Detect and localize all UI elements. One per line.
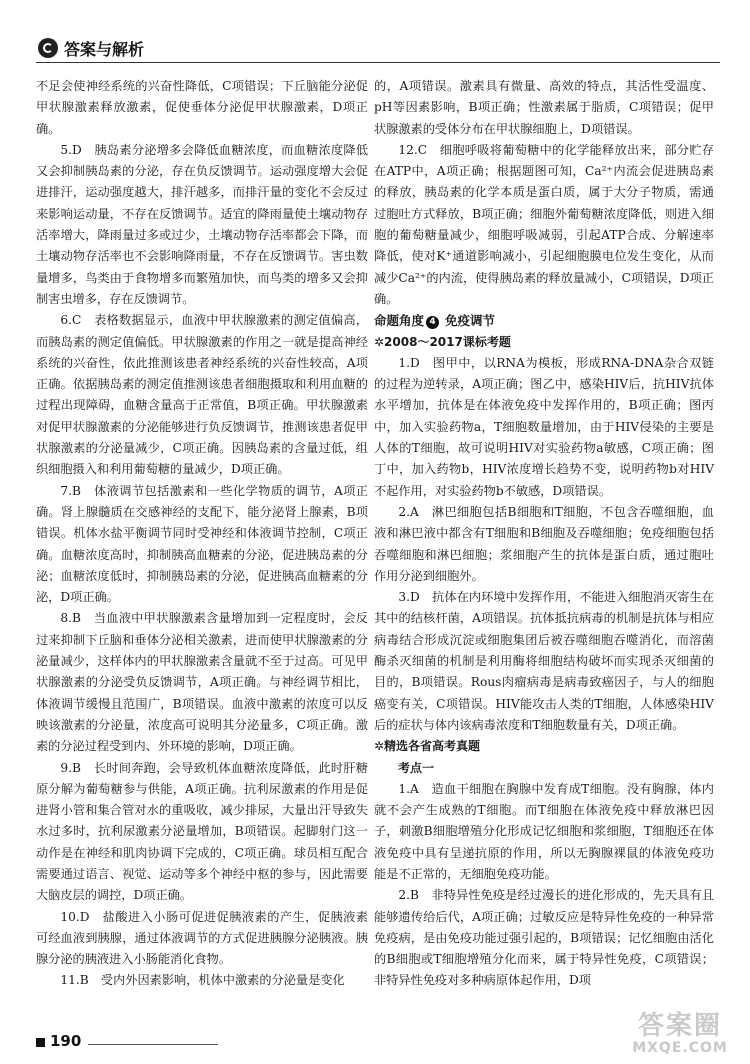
watermark-logo <box>620 1012 740 1060</box>
answer-item: 1.A 造血干细胞在胸腺中发育成T细胞。没有胸腺，体内就不会产生成熟的T细胞。而T细胞在体液免疫中释放淋巴因子，刺激B细胞增殖分化形成记忆细胞和浆细胞，T细胞还在体液免疫中具有呈递抗原的作用，所以无胸腺裸鼠的体液免疫功能是不正常的，无细胞免疫功能。 <box>374 781 714 881</box>
kaodian-heading: 考点一 <box>398 760 435 775</box>
header-title: 答案与解析 <box>64 40 145 59</box>
paragraph: 的，A项错误。激素具有微量、高效的特点，其活性受温度、pH等因素影响，B项正确；性激素属于脂质，C项错误；促甲状腺激素的受体分布在甲状腺细胞上，D项错误。 <box>374 79 714 136</box>
book-logo-icon <box>38 38 58 58</box>
answer-item: 5.D 胰岛素分泌增多会降低血糖浓度，而血糖浓度降低又会抑制胰岛素的分泌，存在负反馈调节。运动强度增大会促进排汗，运动强度越大，排汗越多，而排汗量的变化不会反过来影响运动量，不存在反馈调节。适宜的降雨量使土壤动物存活率增大，降雨量过多或过少，土壤动物存活率都会下降，而土壤动物存活率也不会影响降雨量，不存在反馈调节。害虫数量增多，鸟类由于食物增多而繁殖加快，而鸟类的增多又会抑制害虫增多，存在反馈调节。 <box>36 142 368 306</box>
watermark-text: 答案圈 <box>637 1011 722 1041</box>
sub-heading: ✲2008～2017课标考题 <box>374 334 511 349</box>
answer-item: 11.B 受内外因素影响，机体中激素的分泌量是变化 <box>60 973 345 988</box>
page-number: 190 <box>50 1032 82 1050</box>
answer-item: 6.C 表格数据显示，血液中甲状腺激素的测定值偏高，而胰岛素的测定值偏低。甲状腺激素的作用之一就是提高神经系统的兴奋性，依此推测该患者神经系统的兴奋性较高，A项正确。依据胰岛素的测定值推测该患者细胞摄取和利用血糖的过程出现障碍，血糖含量高于正常值，B项正确。甲状腺激素对促甲状腺激素的分泌能够进行负反馈调节，推测该患者促甲状腺激素的分泌量减少，C项正确。因胰岛素的含量过低，组织细胞摄入和利用葡萄糖的量减少，D项正确。 <box>36 313 368 477</box>
section-label: 命题角度 <box>374 313 425 329</box>
answer-item: 10.D 盐酸进入小肠可促进促胰液素的产生，促胰液素可经血液到胰腺，通过体液调节的方式促进胰腺分泌胰液。胰腺分泌的胰液进入小肠能消化食物。 <box>36 909 368 967</box>
answer-item: 12.C 细胞呼吸将葡萄糖中的化学能释放出来，部分贮存在ATP中，A项正确；根据题图可知，Ca²⁺内流会促进胰岛素的释放，胰岛素的化学本质是蛋白质，属于大分子物质，需通过胞吐方式释放，B项正确；细胞外葡萄糖浓度降低，则进入细胞的葡萄糖量减少，细胞呼吸减弱，引起ATP合成、分解速率降低，使对K⁺通道影响减小，引起细胞膜电位发生变化，从而减少Ca²⁺的内流，使得胰岛素的释放量减小，C项错误，D项正确。 <box>374 142 714 306</box>
footer-rule <box>88 1044 218 1045</box>
paragraph: 不足会使神经系统的兴奋性降低，C项错误；下丘脑能分泌促甲状腺激素释放激素，促使垂体分泌促甲状腺激素，D项正确。 <box>36 79 368 136</box>
sub-heading: ✲精选各省高考真题 <box>374 739 481 754</box>
header-divider <box>36 62 720 63</box>
section-title: 免疫调节 <box>445 313 496 329</box>
left-column <box>36 76 368 992</box>
square-bullet-icon <box>36 1038 45 1047</box>
answer-item: 9.B 长时间奔跑，会导致机体血糖浓度降低，此时肝糖原分解为葡萄糖参与供能，A项正确。抗利尿激素的作用是促进肾小管和集合管对水的重吸收，减少排尿，大量出汗导致失水过多时，抗利尿激素分泌量增加，B项错误。起脚射门这一动作是在神经和肌肉协调下完成的，C项正确。球员相互配合需要通过语言、视觉、运动等多个神经中枢的参与，因此需要大脑皮层的调控，D项正确。 <box>36 760 368 903</box>
answer-item: 7.B 体液调节包括激素和一些化学物质的调节，A项正确。肾上腺髓质在交感神经的支配下，能分泌肾上腺素，B项错误。机体水盐平衡调节同时受神经和体液调节控制，C项正确。血糖浓度高时，抑制胰高血糖素的分泌，促进胰岛素的分泌；血糖浓度低时，抑制胰岛素的分泌，促进胰高血糖素的分泌，D项正确。 <box>36 483 368 605</box>
answer-item: 8.B 当血液中甲状腺激素含量增加到一定程度时，会反过来抑制下丘脑和垂体分泌相关激素，进而使甲状腺激素的分泌量减少，这样体内的甲状腺激素含量就不至于过高。可见甲状腺激素的分泌受负反馈调节，A项正确。与神经调节相比，体液调节缓慢且范围广，B项错误。血液中激素的浓度可以反映该激素的分泌量，浓度高可说明其分泌量多，C项正确。激素的分泌过程受到内、外环境的影响，D项正确。 <box>36 611 368 754</box>
section-number-badge: 4 <box>426 316 439 329</box>
answer-item: 2.A 淋巴细胞包括B细胞和T细胞，不包含吞噬细胞，血液和淋巴液中都含有T细胞和B细胞及吞噬细胞；免疫细胞包括吞噬细胞和淋巴细胞；浆细胞产生的抗体是蛋白质，通过胞吐作用分泌到细胞外。 <box>374 504 714 583</box>
page-header <box>0 0 750 62</box>
answer-item: 2.B 非特异性免疫是经过漫长的进化形成的，先天具有且能够遗传给后代，A项正确；过敏反应是特异性免疫的一种异常免疫病，是由免疫功能过强引起的，B项错误；记忆细胞由活化的B细胞或T细胞增殖分化而来，属于特异性免疫，C项错误；非特异性免疫对多种病原体起作用，D项 <box>374 888 714 988</box>
section-heading <box>374 310 714 331</box>
right-column <box>374 76 714 992</box>
answer-item: 3.D 抗体在内环境中发挥作用，不能进入细胞消灭寄生在其中的结核杆菌，A项错误。抗体抵抗病毒的机制是抗体与相应病毒结合形成沉淀或细胞集团后被吞噬细胞吞噬消化，而溶菌酶杀灭细菌的机制是利用酶将细胞结构破坏而实现杀灭细菌的目的，B项错误。Rous肉瘤病毒是病毒致癌因子，与人的细胞癌变有关，C项错误。HIV能攻击人类的T细胞，人体感染HIV后的症状与体内该病毒浓度和T细胞数量有关，D项正确。 <box>374 590 714 732</box>
answer-item: 1.D 图甲中，以RNA为模板，形成RNA-DNA杂合双链的过程为逆转录，A项正确；图乙中，感染HIV后，抗HIV抗体水平增加，抗体是在体液免疫中发挥作用的，B项正确；图丙中，加入实验药物a，T细胞数量增加，由于HIV侵染的主要是人体的T细胞，故可说明HIV对实验药物a敏感，C项正确；图丁中，加入药物b，HIV浓度增长趋势不变，说明药物b对HIV不起作用，对实验药物b不敏感，D项错误。 <box>374 355 714 498</box>
watermark-url: MXQE.COM <box>632 1040 728 1056</box>
